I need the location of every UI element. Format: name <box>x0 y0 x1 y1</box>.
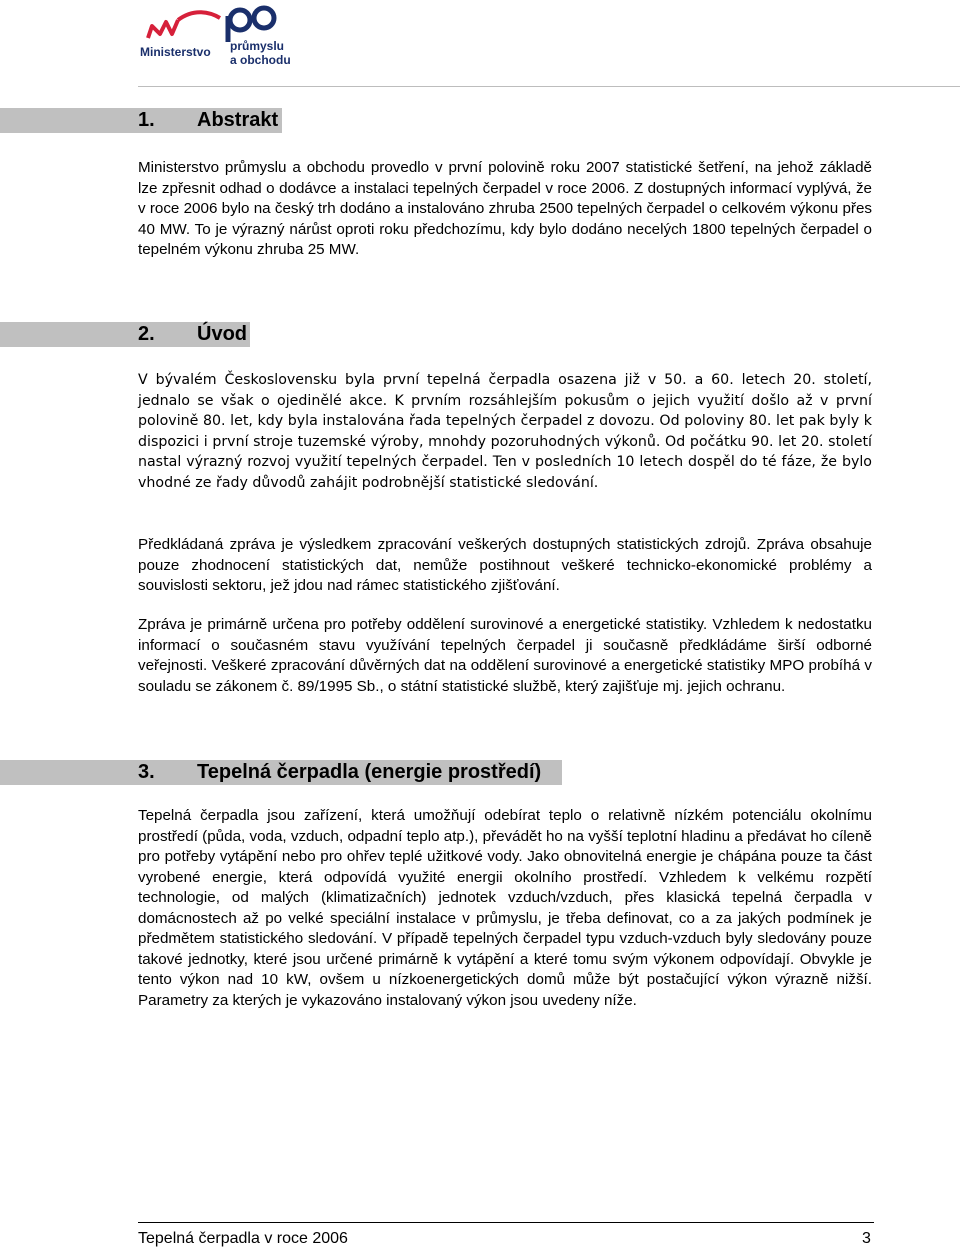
logo-text-industry: průmyslu <box>230 39 285 53</box>
section-number: 2. <box>138 323 155 345</box>
section-heading-intro <box>0 322 960 347</box>
logo-text-trade: a obchodu <box>230 53 291 67</box>
footer-divider <box>138 1222 874 1223</box>
section-title: Tepelná čerpadla (energie prostředí) <box>197 761 542 783</box>
footer-title: Tepelná čerpadla v roce 2006 <box>138 1230 348 1247</box>
intro-paragraph-report: Předkládaná zpráva je výsledkem zpracování veškerých dostupných statistických zdrojů. Zpráva obsahuje pouze zhodnocení statistických dat, nemůže postihnout veškeré technicko-ekonomické problémy a souvislosti sektoru, jež jdou nad rámec statistického zjišťování. <box>138 536 872 594</box>
intro-paragraph-purpose: Zpráva je primárně určena pro potřeby oddělení surovinové a energetické statistiky. Vzhledem k nedostatku informací o současném stavu využívání tepelných čerpadel ji současně předkládáme širší odborné veřejnosti. Veškeré zpracování důvěrných dat na oddělení surovinové a energetické statistiky MPO probíhá v souladu se zákonem č. 89/1995 Sb., o státní statistické službě, který zajišťuje mj. jejich ochranu. <box>138 616 872 695</box>
heat-pumps-paragraph: Tepelná čerpadla jsou zařízení, která umožňují odebírat teplo o relativně nízkém potenciálu okolnímu prostředí (půda, voda, vzduch, odpadní teplo atp.), převádět ho na vyšší teplotní hladinu a předávat ho cíleně pro potřeby vytápění nebo pro ohřev teplé užitkové vody. Jako obnovitelná energie je chápána pouze ta část vyrobené energie, která odpovídá využité energii okolního prostředí. Vzhledem k velkému rozpětí technologie, od malých (klimatizačních) jednotek vzduch/vzduch, přes klasická tepelná čerpadla v domácnostech až po velké speciální instalace v průmyslu, je třeba definovat, co a za jakých podmínek je předmětem statistického sledování. V případě tepelných čerpadel typu vzduch-vzduch byly sledovány pouze takové jednotky, které jsou určené primárně k vytápění a které tomu svým výkonem odpovídají. Obvykle je tento výkon nad 10 kW, ovšem u nízkoenergetických domů může být postačující výkon výrazně nižší. Parametry za kterých je vykazováno instalovaný výkon jsou uvedeny níže. <box>138 807 872 1009</box>
intro-paragraph-history: V bývalém Československu byla první tepelná čerpadla osazena již v 50. a 60. letech 20. století, jednalo se však o ojedinělé akce. K prvním rozsáhlejším pokusům o jejich využití došlo až v první polovině 80. let, kdy byla instalována řada tepelných čerpadel z dovozu. Od poloviny 80. let pak byly k dispozici i první stroje tuzemské výroby, mnohdy pozoruhodných výkonů. Od počátku 90. let 20. století nastal výrazný rozvoj využití tepelných čerpadel. Ten v posledních 10 letech dospěl do té fáze, že bylo vhodné ze řady důvodů zahájit podrobnější statistické sledování. <box>138 372 872 491</box>
section-title: Úvod <box>197 323 247 345</box>
logo-text-ministry: Ministerstvo <box>140 45 211 59</box>
section-heading-abstract <box>0 108 960 133</box>
section-number: 1. <box>138 109 155 131</box>
section-heading-heat-pumps <box>0 760 960 785</box>
abstract-paragraph: Ministerstvo průmyslu a obchodu provedlo v první polovině roku 2007 statistické šetření, na jehož základě lze zpřesnit odhad o dodávce a instalaci tepelných čerpadel v roce 2006. Z dostupných informací vyplývá, že v roce 2006 bylo na český trh dodáno a instalováno zhruba 2500 tepelných čerpadel o celkovém výkonu přes 40 MW. To je výrazný nárůst oproti roku předchozímu, kdy bylo dodáno necelých 1800 tepelných čerpadel o tepelném výkonu zhruba 25 MW. <box>138 159 872 258</box>
mpo-logo <box>138 4 298 70</box>
section-title: Abstrakt <box>197 109 279 131</box>
section-number: 3. <box>138 761 155 783</box>
page-number: 3 <box>862 1230 871 1247</box>
header-divider <box>138 86 960 87</box>
